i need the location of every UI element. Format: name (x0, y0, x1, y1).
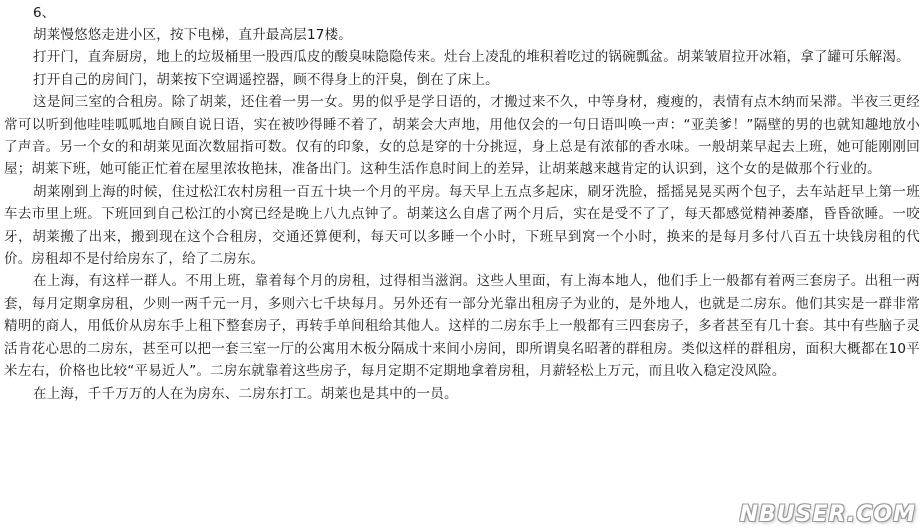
paragraph-6: 在上海，有这样一群人。不用上班，靠着每个月的房租，过得相当滋润。这些人里面，有上海本地人，他们手上一般都有着两三套房子。出租一两套，每月定期拿房租，少则一两千元一月，多则六七千块每月。另外还有一部分光靠出租房子为业的，是外地人，也就是二房东。他们其实是一群非常精明的商人，用低价从房东手上租下整套房子，再转手单间租给其他人。这样的二房东手上一般都有三四套房子，多者甚至有几十套。其中有些脑子灵活肯花心思的二房东，甚至可以把一套三室一厅的公寓用木板分隔成十来间小房间，即所谓臭名昭著的群租房。类似这样的群租房，面积大概都在10平米左右，价格也比较“平易近人”。二房东就靠着这些房子，每月定期不定期地拿着房租，月薪轻松上万元，而且收入稳定没风险。 (4, 273, 920, 380)
paragraph-7: 在上海，千千万万的人在为房东、二房东打工。胡莱也是其中的一员。 (33, 385, 458, 402)
section-number: 6、 (33, 5, 56, 21)
paragraph-1: 胡莱慢悠悠走进小区，按下电梯，直升最高层17楼。 (33, 27, 352, 43)
paragraph-2: 打开门，直奔厨房，地上的垃圾桶里一股西瓜皮的酸臭味隐隐传来。灶台上凌乱的堆积着吃过的锅碗瓢盆。胡莱皱眉拉开冰箱，拿了罐可乐解渴。 (33, 49, 910, 66)
paragraph-3: 打开自己的房间门，胡莱按下空调遥控器，顾不得身上的汗臭，倒在了床上。 (33, 71, 499, 88)
site-watermark: NBUSER.COM (739, 502, 916, 527)
paragraph-4: 这是间三室的合租房。除了胡莱，还住着一男一女。男的似乎是学日语的，才搬过来不久，中等身材，瘦瘦的，表情有点木纳而呆滞。半夜三更经常可以听到他哇哇呱呱地自顾自说日语，实在被吵得睡不着了，胡莱会大声地，用他仅会的一句日语叫唤一声：“亚美爹！”隔壁的男的也就知趣地放小了声音。另一个女的和胡莱见面次数屈指可数。仅有的印象，女的总是穿的十分挑逗，身上总是有浓郁的香水味。一般胡莱早起去上班，她可能刚刚回屋；胡莱下班，她可能正忙着在屋里浓妆艳抹，准备出门。这种生活作息时间上的差异，让胡莱越来越肯定的认识到，这个女的是做那个行业的。 (4, 94, 920, 178)
paragraph-5: 胡莱刚到上海的时候，住过松江农村房租一百五十块一个月的平房。每天早上五点多起床，刷牙洗脸，摇摇晃晃买两个包子，去车站赶早上第一班车去市里上班。下班回到自己松江的小窝已经是晚上八九点钟了。胡莱这么自虐了两个月后，实在是受不了了，每天都感觉精神萎靡，昏昏欲睡。一咬牙，胡莱搬了出来，搬到现在这个合租房，交通还算便利，每天可以多睡一个小时，下班早到窝一个小时，换来的是每月多付八百五十块钱房租的代价。房租却不是付给房东了，给了二房东。 (4, 183, 920, 268)
